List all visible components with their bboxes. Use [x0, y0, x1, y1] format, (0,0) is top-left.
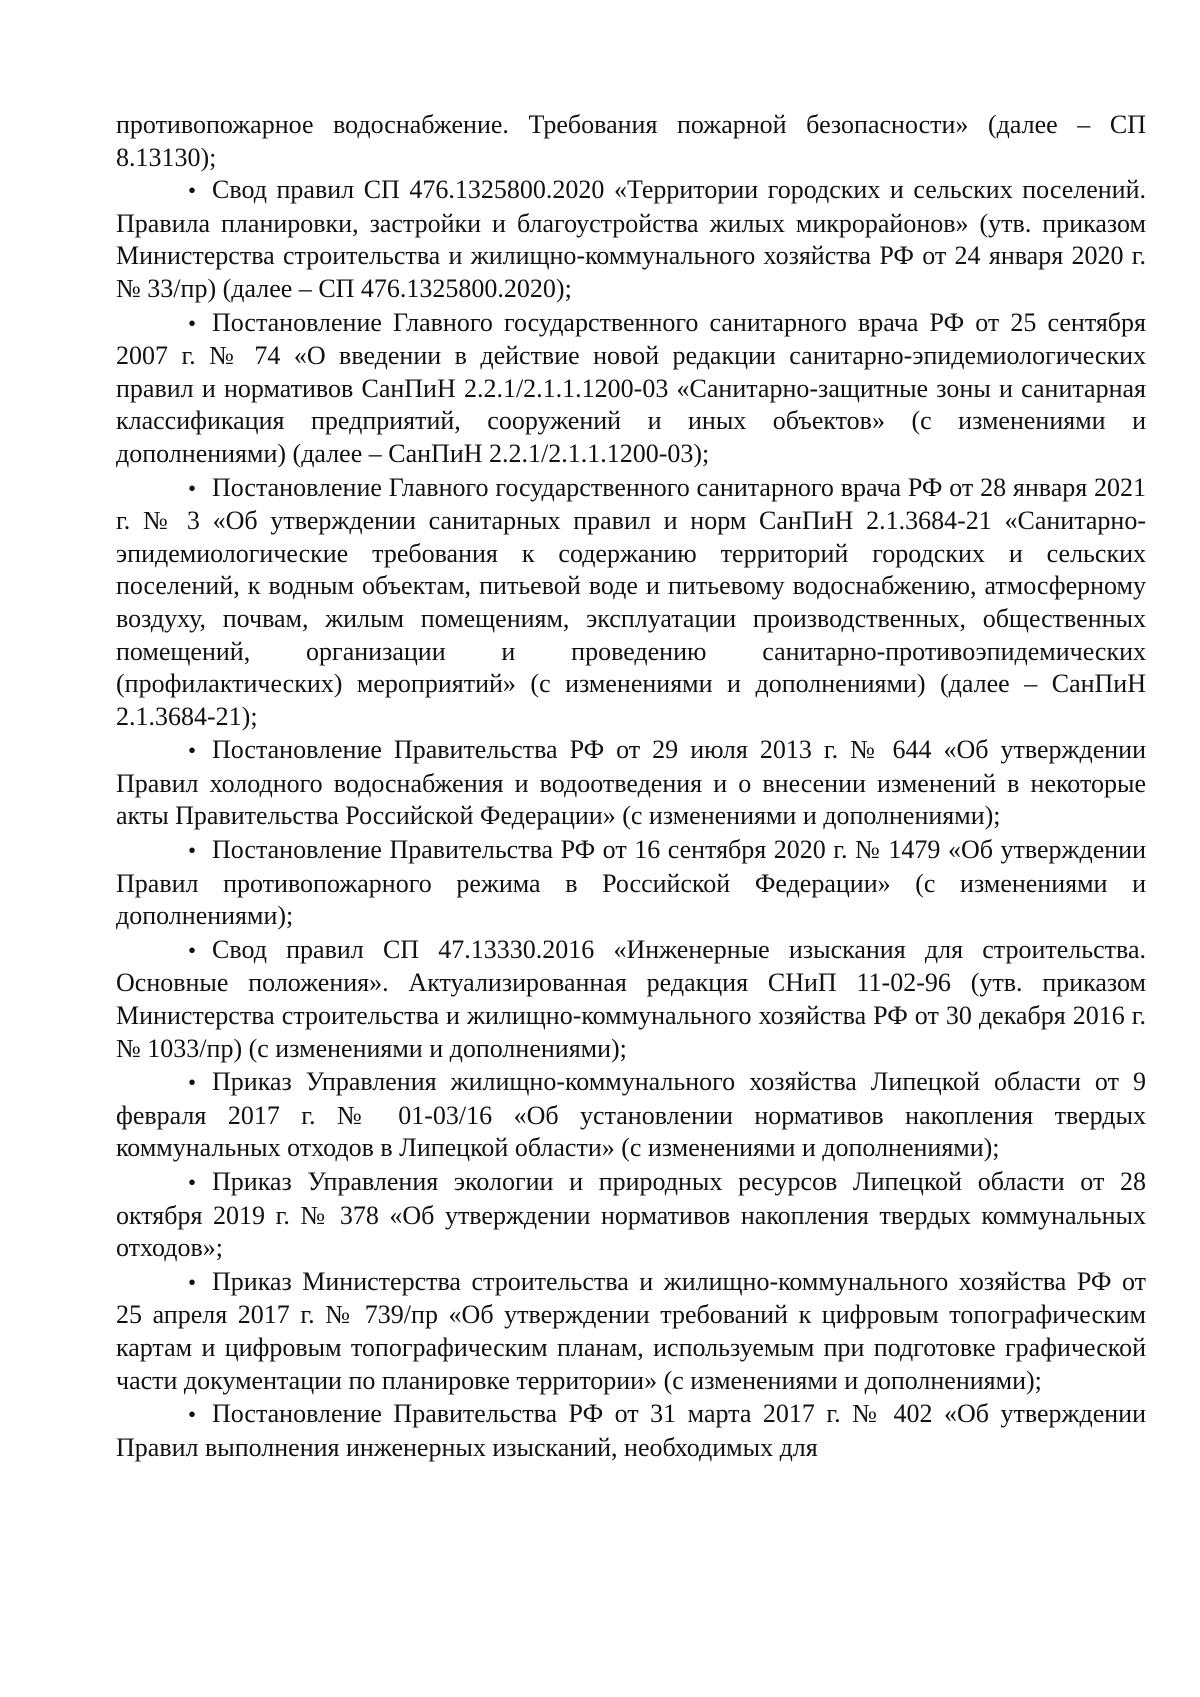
list-item [116, 472, 1146, 734]
list-item [116, 307, 1146, 471]
bullet-icon: • [188, 1070, 197, 1096]
bullet-icon: • [188, 738, 197, 764]
list-item-text: Свод правил СП 476.1325800.2020 «Территории городских и сельских поселений. Правила планировки, застройки и благоустройства жилых микрорайонов» (утв. приказом Министерства строительства и жилищно-коммунального хозяйства РФ от 24 января 2020 г. № 33/пр) (далее – СП 476.1325800.2020); [116, 175, 1146, 303]
bullet-icon: • [188, 1269, 197, 1295]
list-item [116, 834, 1146, 933]
list-item [116, 1166, 1146, 1265]
list-item-text: Приказ Министерства строительства и жилищно-коммунального хозяйства РФ от 25 апреля 2017 г. № 739/пр «Об утверждении требований к цифровым топографическим картам и цифровым топографическим планам, используемым при подготовке графической части документации по планировке территории» (с изменениями и дополнениями); [116, 1266, 1146, 1395]
list-item-text: Постановление Главного государственного санитарного врача РФ от 28 января 2021 г. № 3 «Об утверждении санитарных правил и норм СанПиН 2.1.3684-21 «Санитарно-эпидемиологические требования к содержанию территорий городских и сельских поселений, к водным объектам, питьевой воде и питьевому водоснабжению, атмосферному воздуху, почвам, жилым помещениям, эксплуатации производственных, общественных помещений, организации и проведению санитарно-противоэпидемических (профилактических) мероприятий» (с изменениями и дополнениями) (далее – СанПиН 2.1.3684-21); [116, 472, 1146, 731]
list-item-text: Постановление Правительства РФ от 16 сентября 2020 г. № 1479 «Об утверждении Правил противопожарного режима в Российской Федерации» (с изменениями и дополнениями); [116, 835, 1146, 931]
list-item-text: Постановление Правительства РФ от 31 марта 2017 г. № 402 «Об утверждении Правил выполнения инженерных изысканий, необходимых для [116, 1399, 1146, 1462]
list-item-text: Постановление Главного государственного санитарного врача РФ от 25 сентября 2007 г. № 74 «О введении в действие новой редакции санитарно-эпидемиологических правил и нормативов СанПиН 2.2.1/2.1.1.1200-03 «Санитарно-защитные зоны и санитарная классификация предприятий, сооружений и иных объектов» (с изменениями и дополнениями) (далее – СанПиН 2.2.1/2.1.1.1200-03); [116, 307, 1146, 468]
list-item [116, 1266, 1146, 1397]
list-item [116, 934, 1146, 1065]
list-item-text: Постановление Правительства РФ от 29 июля 2013 г. № 644 «Об утверждении Правил холодного водоснабжения и водоотведения и о внесении изменений в некоторые акты Правительства Российской Федерации» (с изменениями и дополнениями); [116, 735, 1146, 831]
bullet-icon: • [188, 937, 197, 963]
bullet-icon: • [188, 310, 197, 336]
list-item [116, 1398, 1146, 1464]
bullet-icon: • [188, 1402, 197, 1428]
bullet-icon: • [188, 178, 197, 204]
list-item-text: Свод правил СП 47.13330.2016 «Инженерные изыскания для строительства. Основные положения». Актуализированная редакция СНиП 11-02-96 (утв. приказом Министерства строительства и жилищно-коммунального хозяйства РФ от 30 декабря 2016 г. № 1033/пр) (с изменениями и дополнениями); [116, 934, 1146, 1063]
list-item [116, 734, 1146, 833]
list-item [116, 174, 1146, 305]
list-item-text: Приказ Управления экологии и природных ресурсов Липецкой области от 28 октября 2019 г. № 378 «Об утверждении нормативов накопления твердых коммунальных отходов»; [116, 1167, 1146, 1263]
bullet-icon: • [188, 838, 197, 864]
continuation-paragraph: противопожарное водоснабжение. Требования пожарной безопасности» (далее – СП 8.13130); [116, 110, 1146, 172]
document-body [116, 109, 1146, 1465]
bullet-icon: • [188, 1170, 197, 1195]
list-item [116, 1066, 1146, 1165]
list-item-text: Приказ Управления жилищно-коммунального хозяйства Липецкой области от 9 февраля 2017 г. № 01-03/16 «Об установлении нормативов накопления твердых коммунальных отходов в Липецкой области» (с изменениями и дополнениями); [116, 1067, 1146, 1163]
bullet-icon: • [188, 475, 197, 501]
